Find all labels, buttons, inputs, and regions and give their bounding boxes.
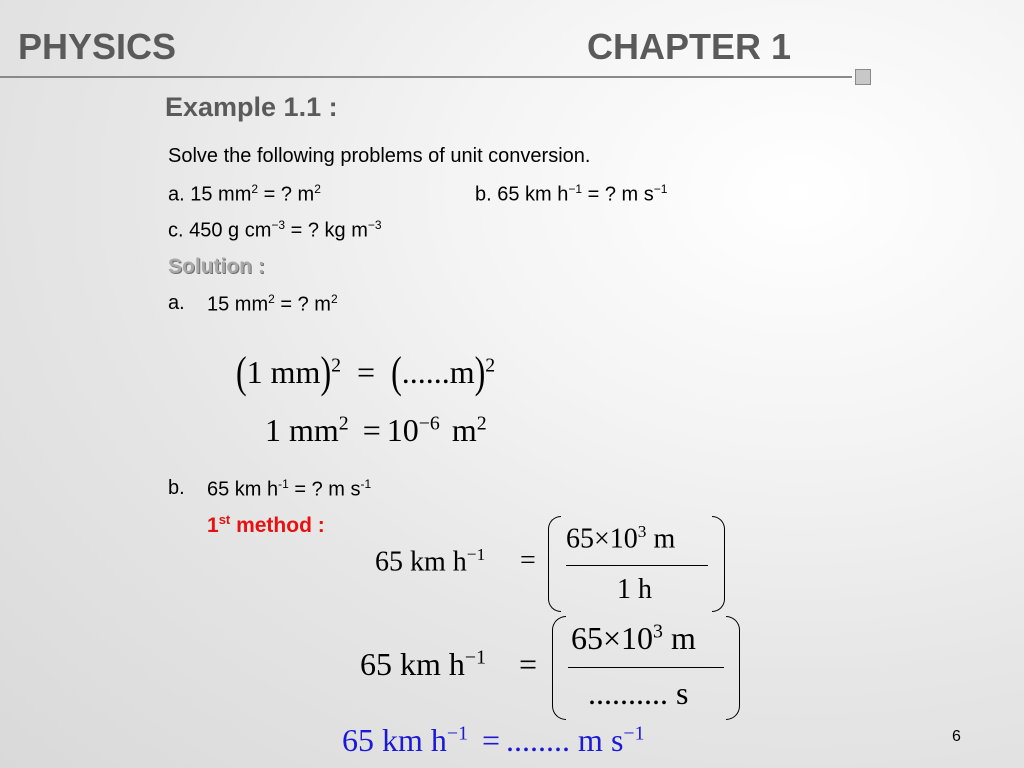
- part-a-marker: a.: [168, 292, 185, 314]
- subject-title: PHYSICS: [18, 26, 177, 67]
- method-1-label: 1st method :: [207, 512, 325, 537]
- divider-end-square: [855, 69, 871, 85]
- solution-heading: Solution :: [168, 255, 265, 278]
- part-b-eq1-fraction-bar: [566, 565, 708, 566]
- part-b-eq1-left-paren: [548, 516, 561, 612]
- part-a-equation-2: 1 $mm^2 = 10^{-6}$ $m^2$: [265, 412, 487, 448]
- part-b-statement: 65 km $h^{-1}$ = ? m $s^{-1}$: [207, 477, 372, 501]
- example-title: Example 1.1 :: [165, 92, 338, 122]
- part-b-eq2-numerator: $65\times 10^3$ m: [571, 620, 696, 656]
- part-b-marker: b.: [168, 477, 185, 499]
- problem-c: c. 450 g $cm^{-3}$ = ? kg $m^{-3}$: [168, 218, 382, 242]
- part-b-eq2-left-paren: [552, 616, 566, 720]
- part-b-eq1-numerator: $65\times 10^3$ m: [566, 522, 676, 555]
- part-b-eq2-equals: =: [519, 646, 538, 682]
- part-b-eq2-lhs: 65 km $h^{-1}$: [360, 646, 486, 682]
- part-a-equation-1: (1 $mm)^2 = (......m)^2$: [236, 346, 496, 397]
- part-b-eq2-denominator: .......... s: [588, 675, 689, 711]
- part-b-eq2-fraction-bar: [568, 667, 724, 668]
- problem-intro: Solve the following problems of unit conversion.: [168, 145, 591, 167]
- chapter-title: CHAPTER 1: [587, 26, 792, 67]
- part-b-eq1-denominator: 1 h: [617, 574, 652, 605]
- part-b-eq3: 65 km $h^{-1}$ = ........ m $s^{-1}$: [342, 722, 645, 758]
- part-b-eq1-right-paren: [712, 516, 725, 612]
- part-b-eq1-equals: =: [520, 545, 536, 576]
- part-b-eq2-right-paren: [726, 616, 740, 720]
- problem-b: b. 65 km $h^{-1}$ = ? m $s^{-1}$: [475, 182, 668, 206]
- part-b-eq1-lhs: 65 km $h^{-1}$: [375, 545, 486, 578]
- part-a-statement: 15 $mm^2$ = ? $m^2$: [207, 292, 338, 316]
- problem-a: a. 15 $mm^2$ = ? $m^2$: [168, 182, 321, 206]
- header-divider: [0, 76, 852, 78]
- page-number: 6: [952, 728, 961, 745]
